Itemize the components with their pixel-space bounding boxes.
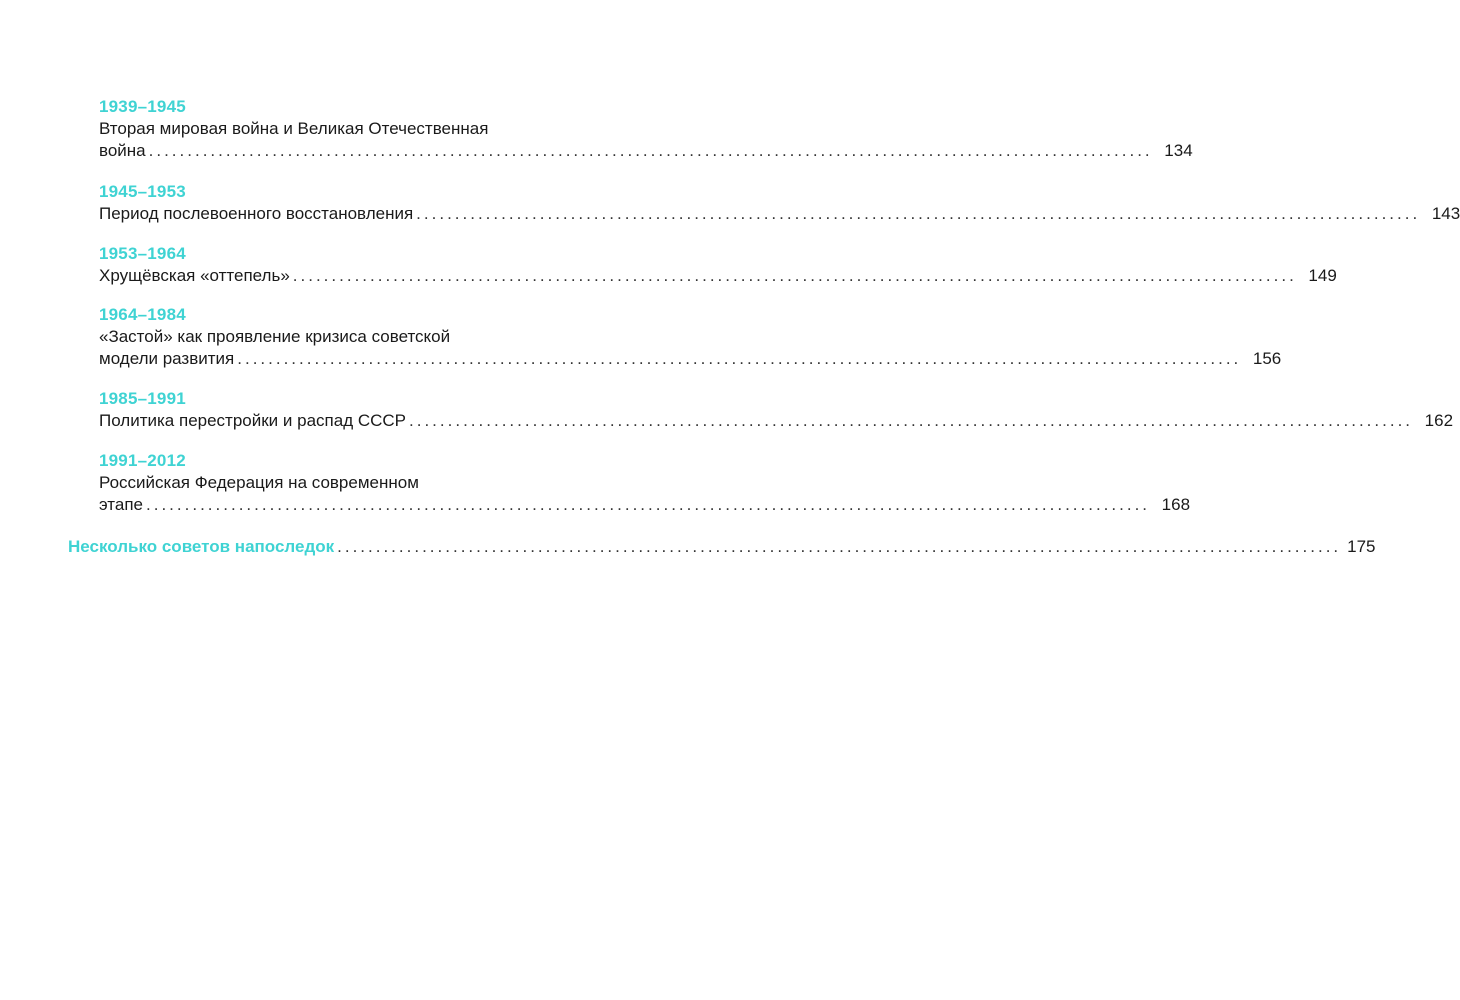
period-heading: 1953–1964	[99, 244, 186, 263]
entry-title-line: Период послевоенного восстановления	[99, 204, 414, 223]
page-number: 143	[1431, 204, 1460, 223]
toc-section-1953-1964	[99, 243, 1337, 287]
entry-title-line: этапе	[99, 495, 144, 514]
final-entry-title: Несколько советов напоследок	[68, 537, 335, 556]
period-heading: 1985–1991	[99, 389, 186, 408]
toc-entry[interactable]	[99, 410, 1454, 432]
entry-title-line: «Застой» как проявление кризиса советской	[99, 327, 451, 346]
toc-entry[interactable]	[99, 140, 1193, 162]
toc-section-1945-1953	[99, 181, 1460, 225]
period-heading: 1939–1945	[99, 97, 186, 116]
entry-title-line: модели развития	[99, 349, 235, 368]
dot-leader: ..................................................................................................................................	[409, 411, 1414, 430]
toc-section-1964-1984	[99, 304, 1282, 370]
toc-section-1985-1991	[99, 388, 1454, 432]
toc-entry[interactable]	[99, 203, 1460, 225]
toc-section-1939-1945	[99, 96, 1193, 162]
toc-entry[interactable]	[99, 348, 1282, 370]
page-number: 168	[1161, 495, 1191, 514]
toc-entry[interactable]	[99, 494, 1191, 516]
page-number: 149	[1308, 266, 1337, 285]
period-heading: 1964–1984	[99, 305, 186, 324]
toc-section-1991-2012	[99, 450, 1191, 516]
dot-leader: ..................................................................................................................................	[146, 495, 1151, 514]
dot-leader: ..................................................................................................................................	[292, 266, 1297, 285]
toc-entry-final[interactable]	[68, 536, 1376, 558]
entry-title-line: война	[99, 141, 146, 160]
page-number: 156	[1252, 349, 1282, 368]
toc-entry[interactable]	[99, 265, 1337, 287]
entry-title-line: Хрущёвская «оттепель»	[99, 266, 290, 285]
period-heading: 1945–1953	[99, 182, 186, 201]
entry-title-line: Вторая мировая война и Великая Отечественная	[99, 119, 489, 138]
entry-title-line: Политика перестройки и распад СССР	[99, 411, 407, 430]
dot-leader: ..................................................................................................................................	[337, 537, 1342, 556]
period-heading: 1991–2012	[99, 451, 186, 470]
dot-leader: ..................................................................................................................................	[237, 349, 1242, 368]
page-number: 175	[1347, 537, 1376, 556]
dot-leader: ..................................................................................................................................	[148, 141, 1153, 160]
page-number: 162	[1424, 411, 1454, 430]
page-number: 134	[1164, 141, 1193, 160]
entry-title-line: Российская Федерация на современном	[99, 473, 419, 492]
dot-leader: ..................................................................................................................................	[416, 204, 1421, 223]
